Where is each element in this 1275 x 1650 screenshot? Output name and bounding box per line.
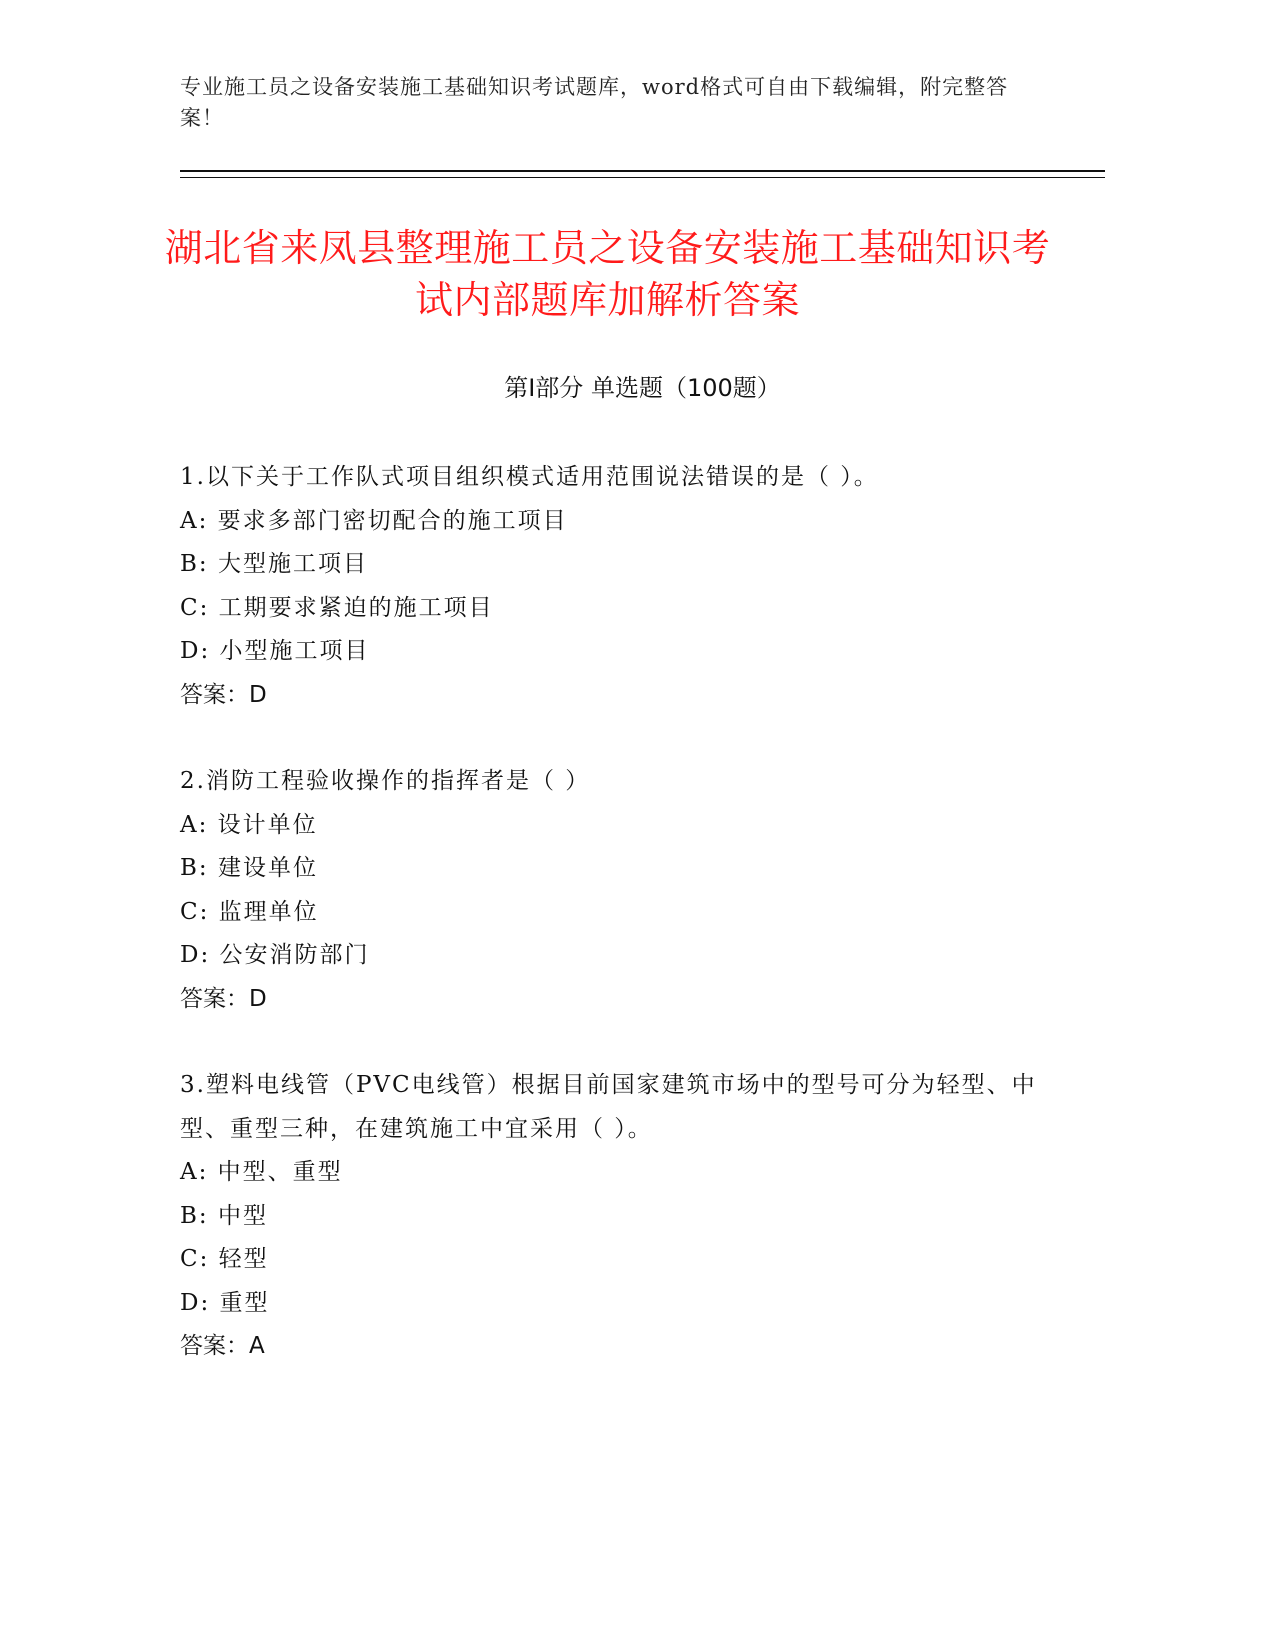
option-d: D: 小型施工项目 — [180, 638, 370, 664]
question-stem: 1.以下关于工作队式项目组织模式适用范围说法错误的是（ ）。 — [180, 464, 879, 490]
option-a: A: 中型、重型 — [180, 1159, 343, 1185]
answer: 答案：D — [180, 985, 267, 1012]
answer: 答案：D — [180, 681, 267, 708]
option-b: B: 大型施工项目 — [180, 551, 368, 577]
question-2 — [180, 760, 1060, 1021]
question-3 — [180, 1064, 1060, 1369]
document-title: 湖北省来凤县整理施工员之设备安装施工基础知识考试内部题库加解析答案 — [164, 226, 1051, 322]
option-a: A: 设计单位 — [180, 811, 318, 838]
option-b: B: 建设单位 — [180, 855, 318, 881]
question-list — [180, 456, 1060, 1412]
answer: 答案：A — [180, 1333, 265, 1359]
question-stem: 2.消防工程验收操作的指挥者是（ ） — [180, 768, 591, 794]
header-note: 专业施工员之设备安装施工基础知识考试题库，word格式可自由下载编辑，附完整答案！ — [180, 75, 1009, 130]
option-d: D: 公安消防部门 — [180, 942, 370, 968]
header-divider-thick — [180, 170, 1105, 172]
section-heading: 第I部分 单选题（100题） — [504, 374, 781, 402]
option-b: B: 中型 — [180, 1202, 268, 1229]
option-a: A: 要求多部门密切配合的施工项目 — [180, 507, 568, 534]
option-c: C: 轻型 — [180, 1246, 269, 1272]
header-divider-thin — [180, 177, 1105, 178]
option-c: C: 监理单位 — [180, 898, 319, 925]
question-1 — [180, 456, 1060, 717]
question-stem: 3.塑料电线管（PVC电线管）根据目前国家建筑市场中的型号可分为轻型、中型、重型三种，在建筑施工中宜采用（ ）。 — [180, 1072, 1037, 1142]
option-c: C: 工期要求紧迫的施工项目 — [180, 594, 494, 621]
option-d: D: 重型 — [180, 1289, 270, 1316]
